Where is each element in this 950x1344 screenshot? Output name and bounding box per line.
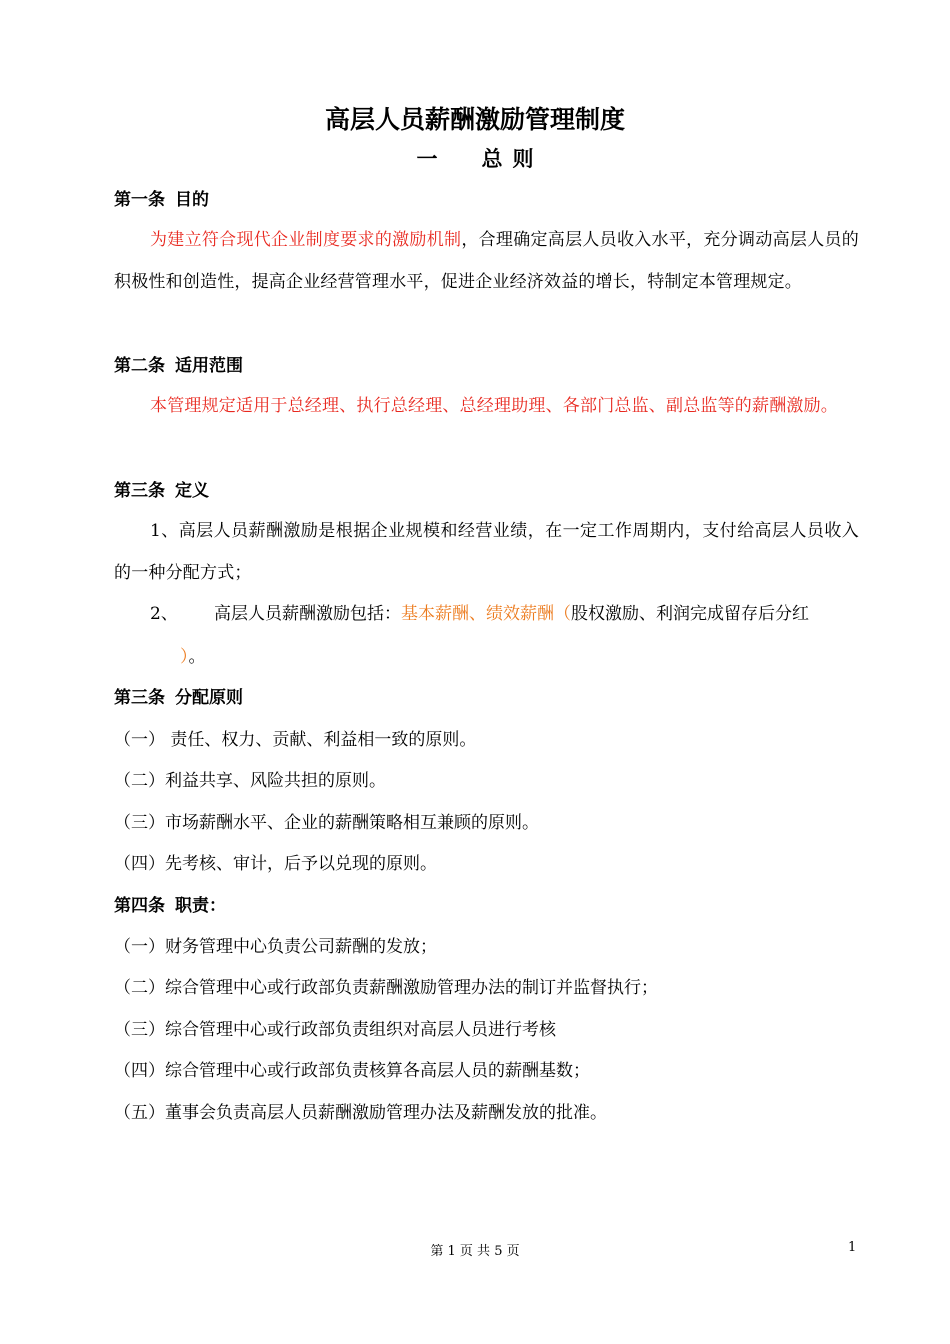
article-4-heading xyxy=(114,684,243,712)
article-1-red-text: 为建立符合现代企业制度要求的激励机制 xyxy=(150,230,462,250)
article-3-title: 定义 xyxy=(175,481,209,501)
list-item: （二）利益共享、风险共担的原则。 xyxy=(114,771,386,791)
article-3-number: 第三条 xyxy=(114,481,165,501)
list-item: （五）董事会负责高层人员薪酬激励管理办法及薪酬发放的批准。 xyxy=(114,1103,607,1123)
article-5-number: 第四条 xyxy=(114,896,165,916)
article-2-heading xyxy=(114,352,243,380)
article-1-number: 第一条 xyxy=(114,190,165,210)
list-item: （三）综合管理中心或行政部负责组织对高层人员进行考核 xyxy=(114,1020,556,1040)
page-number: 1 xyxy=(848,1240,857,1255)
list-item: （二）综合管理中心或行政部负责薪酬激励管理办法的制订并监督执行； xyxy=(114,978,658,998)
page-footer: 第 1 页 共 5 页 xyxy=(430,1244,520,1259)
article-1-heading xyxy=(114,186,209,214)
article-3-item-2-orange-end: ） xyxy=(180,647,189,667)
article-1-paragraph xyxy=(114,220,859,303)
article-2-red-text: 本管理规定适用于总经理、执行总经理、总经理助理、各部门总监、副总监等的薪酬激励。 xyxy=(150,396,838,416)
chapter-word-1: 总 xyxy=(481,147,503,171)
article-3-item-2-text: 高层人员薪酬激励包括： xyxy=(214,604,401,624)
chapter-heading xyxy=(0,142,950,176)
article-5-title: 职责： xyxy=(175,896,226,916)
article-1-text: ，合理确定高层人员收入水平，充分调动高层人员的积极性和创造性，提高企业经营管理水平，促进企业经济效益的增长，特制定本管理规定。 xyxy=(114,230,859,292)
article-4-number: 第三条 xyxy=(114,688,165,708)
list-item: （四）先考核、审计，后予以兑现的原则。 xyxy=(114,854,437,874)
chapter-number: 一 xyxy=(416,147,438,171)
chapter-word-2: 则 xyxy=(512,147,534,171)
list-item: （四）综合管理中心或行政部负责核算各高层人员的薪酬基数； xyxy=(114,1061,590,1081)
article-3-item-1: 1、高层人员薪酬激励是根据企业规模和经营业绩，在一定工作周期内，支付给高层人员收入的一种分配方式； xyxy=(114,521,859,583)
list-item: （一） 责任、权力、贡献、利益相一致的原则。 xyxy=(114,730,477,750)
list-item: （三）市场薪酬水平、企业的薪酬策略相互兼顾的原则。 xyxy=(114,813,539,833)
article-3-item-2-black: 股权激励、利润完成留存后分红 xyxy=(571,604,809,624)
document-title: 高层人员薪酬激励管理制度 xyxy=(324,105,625,134)
article-3-item-2-label: 2、 xyxy=(150,604,178,624)
list-item: （一）财务管理中心负责公司薪酬的发放； xyxy=(114,937,437,957)
article-4-title: 分配原则 xyxy=(175,688,243,708)
article-2-title: 适用范围 xyxy=(175,356,243,376)
article-2-number: 第二条 xyxy=(114,356,165,376)
article-3-heading xyxy=(114,477,209,505)
article-3-item-2-orange: 基本薪酬、绩效薪酬（ xyxy=(401,604,571,624)
article-3-item-2 xyxy=(150,594,859,636)
article-5-heading xyxy=(114,892,226,920)
article-1-title: 目的 xyxy=(175,190,209,210)
article-3-item-2-end: 。 xyxy=(188,647,206,667)
article-2-paragraph xyxy=(114,386,859,428)
article-3-item-2-continued xyxy=(180,643,206,671)
